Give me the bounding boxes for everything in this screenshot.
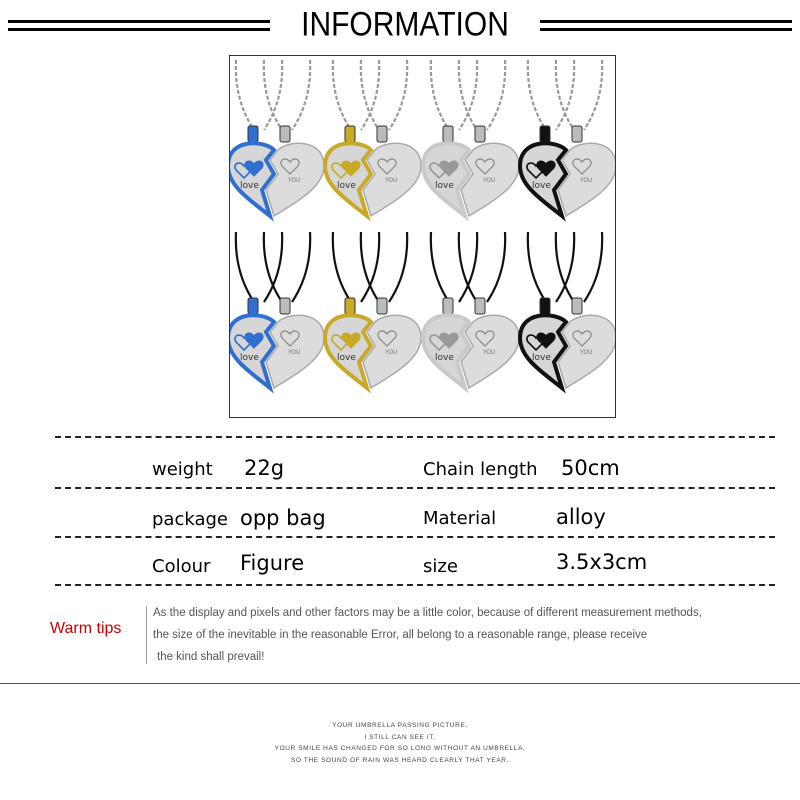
- svg-text:YOU: YOU: [288, 177, 301, 184]
- weight-value: 22g: [244, 456, 285, 480]
- svg-text:love: love: [240, 181, 259, 191]
- svg-text:YOU: YOU: [483, 177, 496, 184]
- title-rule-right-top: [540, 20, 792, 23]
- divider: [55, 487, 775, 489]
- tips-text-line-2: the size of the inevitable in the reasonable Error, all belong to a reasonable range, please receive: [153, 629, 648, 641]
- footer-line-4: SO THE SOUND OF RAIN WAS HEARD CLEARLY THAT YEAR.: [291, 757, 509, 764]
- necklace-blue-icon: [230, 232, 324, 388]
- necklace-gold-icon: [325, 60, 421, 216]
- header: [0, 5, 800, 48]
- svg-text:YOU: YOU: [385, 177, 398, 184]
- tips-text-line-3: the kind shall prevail!: [157, 651, 265, 663]
- divider: [55, 584, 775, 586]
- title-rule-right-bottom: [540, 28, 792, 31]
- necklace-blue-icon: [230, 60, 324, 216]
- size-value: 3.5x3cm: [556, 550, 648, 574]
- svg-text:love: love: [240, 353, 259, 363]
- necklace-black-icon: [520, 232, 615, 388]
- svg-text:YOU: YOU: [580, 349, 593, 356]
- material-label: Material: [423, 508, 497, 529]
- section-divider: [0, 683, 800, 684]
- svg-text:YOU: YOU: [385, 349, 398, 356]
- svg-text:love: love: [435, 181, 454, 191]
- footer-line-2: I STILL CAN SEE IT,: [364, 734, 436, 741]
- svg-text:love: love: [532, 353, 551, 363]
- svg-text:YOU: YOU: [288, 349, 301, 356]
- package-label: package: [152, 509, 228, 530]
- svg-text:love: love: [435, 353, 454, 363]
- footer-line-3: YOUR SMILE HAS CHANGED FOR SO LONG WITHOUT AN UMBRELLA,: [274, 745, 526, 752]
- divider: [55, 436, 775, 438]
- colour-label: Colour: [152, 556, 211, 577]
- necklace-illustration: [230, 56, 615, 417]
- page-title: INFORMATION: [301, 5, 509, 44]
- svg-text:love: love: [337, 353, 356, 363]
- warm-tips-label: Warm tips: [50, 620, 122, 637]
- chain-length-label: Chain length: [423, 459, 538, 480]
- tips-text-line-1: As the display and pixels and other factors may be a little color, because of different measurement methods,: [153, 607, 702, 619]
- package-value: opp bag: [240, 506, 326, 530]
- material-value: alloy: [556, 505, 606, 529]
- product-photo: [229, 55, 616, 418]
- weight-label: weight: [152, 459, 213, 480]
- title-rule-left-top: [8, 20, 270, 23]
- title-rule-left-bottom: [8, 28, 270, 31]
- svg-text:YOU: YOU: [580, 177, 593, 184]
- chain-length-value: 50cm: [561, 456, 620, 480]
- necklace-black-icon: [520, 60, 615, 216]
- necklace-silver-icon: [423, 232, 519, 388]
- necklace-silver-icon: [423, 60, 519, 216]
- svg-text:love: love: [337, 181, 356, 191]
- tips-separator: [146, 606, 147, 664]
- svg-text:YOU: YOU: [483, 349, 496, 356]
- size-label: size: [423, 556, 458, 577]
- colour-value: Figure: [240, 551, 305, 575]
- svg-text:love: love: [532, 181, 551, 191]
- footer-line-1: YOUR UMBRELLA PASSING PICTURE,: [332, 722, 468, 729]
- necklace-gold-icon: [325, 232, 421, 388]
- divider: [55, 536, 775, 538]
